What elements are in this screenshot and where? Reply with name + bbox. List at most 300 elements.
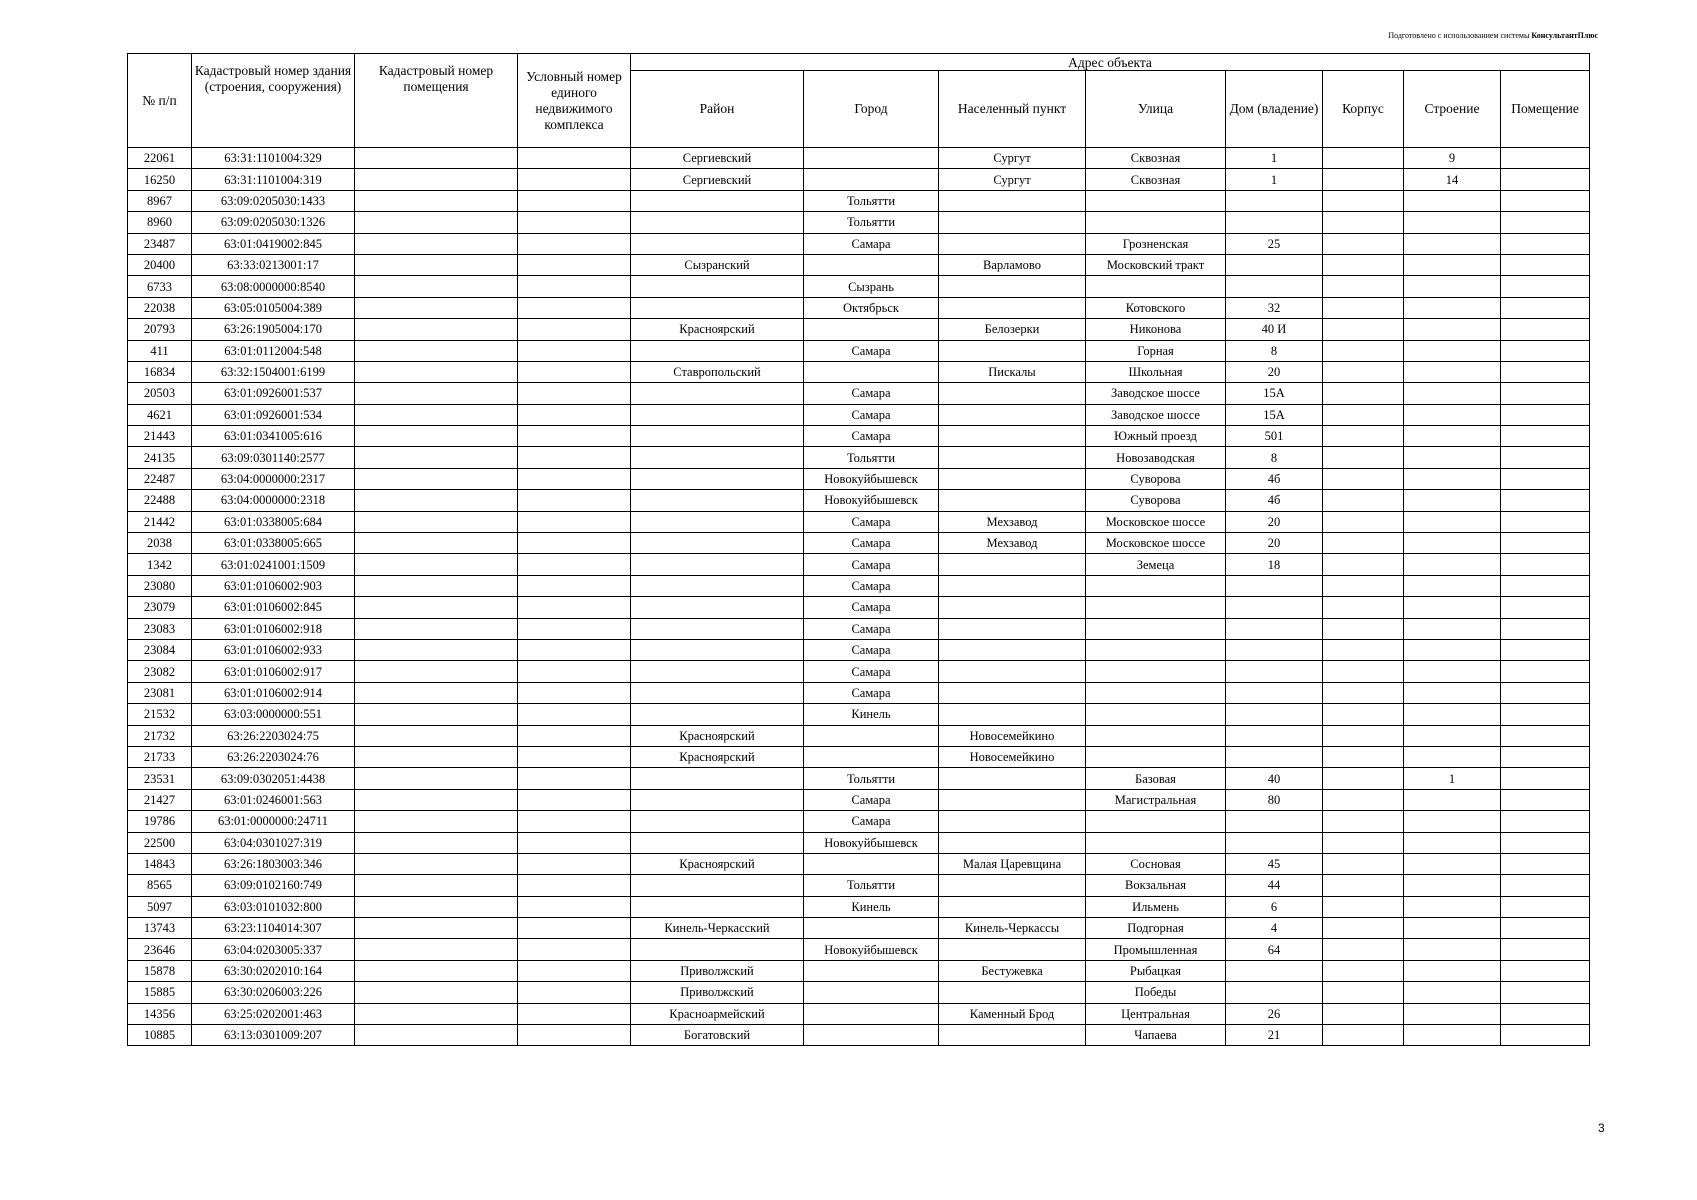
cell-district (631, 682, 804, 703)
cell-street: Чапаева (1086, 1025, 1226, 1046)
cell-premises-cadastral (355, 1003, 518, 1024)
cell-number: 8565 (128, 875, 192, 896)
cell-building-cadastral: 63:26:2203024:75 (192, 725, 355, 746)
cell-structure (1404, 319, 1501, 340)
cell-room (1501, 960, 1590, 981)
cell-complex-number (518, 704, 631, 725)
cell-block (1323, 554, 1404, 575)
cell-street: Никонова (1086, 319, 1226, 340)
table-row (128, 276, 1590, 297)
cell-district (631, 490, 804, 511)
cell-building-cadastral: 63:04:0000000:2317 (192, 468, 355, 489)
cell-building-cadastral: 63:04:0000000:2318 (192, 490, 355, 511)
cell-district: Богатовский (631, 1025, 804, 1046)
cell-block (1323, 811, 1404, 832)
cell-number: 6733 (128, 276, 192, 297)
cell-number: 23081 (128, 682, 192, 703)
cell-block (1323, 725, 1404, 746)
cell-structure (1404, 811, 1501, 832)
table-row (128, 169, 1590, 190)
cell-settlement (939, 939, 1086, 960)
cell-room (1501, 426, 1590, 447)
table-row (128, 404, 1590, 425)
cell-block (1323, 361, 1404, 382)
cell-complex-number (518, 297, 631, 318)
table-row (128, 297, 1590, 318)
cell-building-cadastral: 63:03:0101032:800 (192, 896, 355, 917)
cell-street (1086, 597, 1226, 618)
cell-structure (1404, 190, 1501, 211)
cell-block (1323, 939, 1404, 960)
cell-room (1501, 832, 1590, 853)
cell-block (1323, 319, 1404, 340)
cell-premises-cadastral (355, 704, 518, 725)
cell-district: Сергиевский (631, 148, 804, 169)
cell-block (1323, 960, 1404, 981)
cell-structure (1404, 233, 1501, 254)
cell-building-cadastral: 63:30:0202010:164 (192, 960, 355, 981)
cell-city (804, 746, 939, 767)
cell-complex-number (518, 639, 631, 660)
cell-room (1501, 811, 1590, 832)
table-row (128, 233, 1590, 254)
cell-settlement (939, 618, 1086, 639)
cell-settlement (939, 575, 1086, 596)
cell-premises-cadastral (355, 490, 518, 511)
cell-city: Октябрьск (804, 297, 939, 318)
cell-building-cadastral: 63:01:0926001:537 (192, 383, 355, 404)
cell-house: 40 И (1226, 319, 1323, 340)
cell-complex-number (518, 682, 631, 703)
cell-premises-cadastral (355, 1025, 518, 1046)
cell-block (1323, 597, 1404, 618)
cell-number: 23083 (128, 618, 192, 639)
cell-complex-number (518, 853, 631, 874)
cell-number: 21532 (128, 704, 192, 725)
cell-settlement (939, 447, 1086, 468)
cell-block (1323, 148, 1404, 169)
cell-structure (1404, 832, 1501, 853)
cell-building-cadastral: 63:05:0105004:389 (192, 297, 355, 318)
table-row (128, 896, 1590, 917)
col-header-room: Помещение (1501, 71, 1590, 148)
cell-street: Заводское шоссе (1086, 404, 1226, 425)
cell-district (631, 212, 804, 233)
table-row (128, 1003, 1590, 1024)
cell-premises-cadastral (355, 960, 518, 981)
cell-premises-cadastral (355, 533, 518, 554)
cell-complex-number (518, 597, 631, 618)
table-row (128, 575, 1590, 596)
cell-number: 5097 (128, 896, 192, 917)
cell-room (1501, 682, 1590, 703)
cell-settlement (939, 982, 1086, 1003)
cell-block (1323, 254, 1404, 275)
cell-house: 4б (1226, 468, 1323, 489)
cell-building-cadastral: 63:04:0203005:337 (192, 939, 355, 960)
cell-city (804, 169, 939, 190)
cell-complex-number (518, 960, 631, 981)
cell-city: Самара (804, 639, 939, 660)
cell-city (804, 725, 939, 746)
cell-settlement: Новосемейкино (939, 746, 1086, 767)
cell-structure (1404, 918, 1501, 939)
cell-block (1323, 468, 1404, 489)
cell-house: 4 (1226, 918, 1323, 939)
cell-house: 26 (1226, 1003, 1323, 1024)
col-header-house: Дом (владение) (1226, 71, 1323, 148)
cell-building-cadastral: 63:25:0202001:463 (192, 1003, 355, 1024)
cell-settlement: Пискалы (939, 361, 1086, 382)
cell-block (1323, 875, 1404, 896)
col-header-district: Район (631, 71, 804, 148)
cell-street: Центральная (1086, 1003, 1226, 1024)
cell-premises-cadastral (355, 811, 518, 832)
cell-block (1323, 426, 1404, 447)
cell-street (1086, 190, 1226, 211)
cell-district (631, 511, 804, 532)
cell-street: Промышленная (1086, 939, 1226, 960)
cell-district: Сызранский (631, 254, 804, 275)
cell-city (804, 361, 939, 382)
cell-settlement (939, 811, 1086, 832)
table-row (128, 853, 1590, 874)
cell-block (1323, 533, 1404, 554)
cell-street: Школьная (1086, 361, 1226, 382)
cell-building-cadastral: 63:01:0106002:933 (192, 639, 355, 660)
cell-room (1501, 148, 1590, 169)
cell-complex-number (518, 319, 631, 340)
cell-building-cadastral: 63:30:0206003:226 (192, 982, 355, 1003)
cell-structure (1404, 254, 1501, 275)
cell-settlement: Бестужевка (939, 960, 1086, 981)
cell-house (1226, 618, 1323, 639)
table-row (128, 746, 1590, 767)
table-row (128, 811, 1590, 832)
cell-number: 16834 (128, 361, 192, 382)
cell-premises-cadastral (355, 169, 518, 190)
cell-complex-number (518, 725, 631, 746)
cell-block (1323, 639, 1404, 660)
cell-premises-cadastral (355, 212, 518, 233)
cell-complex-number (518, 340, 631, 361)
cell-room (1501, 939, 1590, 960)
cell-block (1323, 918, 1404, 939)
cell-district (631, 404, 804, 425)
cell-house: 20 (1226, 533, 1323, 554)
cell-complex-number (518, 148, 631, 169)
cell-district (631, 276, 804, 297)
cell-premises-cadastral (355, 768, 518, 789)
cell-street (1086, 212, 1226, 233)
cell-building-cadastral: 63:09:0102160:749 (192, 875, 355, 896)
cell-city: Самара (804, 533, 939, 554)
cell-city: Самара (804, 811, 939, 832)
cell-building-cadastral: 63:23:1104014:307 (192, 918, 355, 939)
cell-number: 20503 (128, 383, 192, 404)
cell-premises-cadastral (355, 340, 518, 361)
cell-complex-number (518, 533, 631, 554)
cell-structure (1404, 682, 1501, 703)
cell-street: Новозаводская (1086, 447, 1226, 468)
cell-premises-cadastral (355, 426, 518, 447)
cell-premises-cadastral (355, 383, 518, 404)
cell-district (631, 575, 804, 596)
cell-block (1323, 511, 1404, 532)
cell-house: 18 (1226, 554, 1323, 575)
cell-district (631, 789, 804, 810)
col-header-settlement: Населенный пункт (939, 71, 1086, 148)
cell-structure (1404, 896, 1501, 917)
cell-block (1323, 746, 1404, 767)
cell-city (804, 1003, 939, 1024)
cell-premises-cadastral (355, 725, 518, 746)
cell-complex-number (518, 768, 631, 789)
cell-structure (1404, 212, 1501, 233)
cell-number: 8960 (128, 212, 192, 233)
cell-house: 21 (1226, 1025, 1323, 1046)
cell-building-cadastral: 63:09:0205030:1326 (192, 212, 355, 233)
table-row (128, 682, 1590, 703)
cell-number: 22488 (128, 490, 192, 511)
cell-room (1501, 511, 1590, 532)
cell-room (1501, 725, 1590, 746)
cell-room (1501, 918, 1590, 939)
cell-complex-number (518, 896, 631, 917)
cell-room (1501, 768, 1590, 789)
cell-premises-cadastral (355, 661, 518, 682)
cell-house (1226, 639, 1323, 660)
cell-premises-cadastral (355, 875, 518, 896)
cell-city (804, 982, 939, 1003)
cell-block (1323, 618, 1404, 639)
cell-number: 13743 (128, 918, 192, 939)
cell-settlement (939, 554, 1086, 575)
cell-building-cadastral: 63:01:0241001:1509 (192, 554, 355, 575)
cell-complex-number (518, 383, 631, 404)
cell-city: Самара (804, 340, 939, 361)
cell-structure (1404, 1003, 1501, 1024)
cell-premises-cadastral (355, 575, 518, 596)
cell-house (1226, 212, 1323, 233)
table-row (128, 511, 1590, 532)
cell-premises-cadastral (355, 918, 518, 939)
cell-number: 23084 (128, 639, 192, 660)
cell-house: 32 (1226, 297, 1323, 318)
cell-district (631, 340, 804, 361)
cell-complex-number (518, 982, 631, 1003)
cell-street: Победы (1086, 982, 1226, 1003)
cell-city: Самара (804, 404, 939, 425)
cell-room (1501, 1003, 1590, 1024)
table-row (128, 190, 1590, 211)
cell-block (1323, 768, 1404, 789)
cell-block (1323, 661, 1404, 682)
cell-complex-number (518, 661, 631, 682)
cell-structure (1404, 383, 1501, 404)
table-row (128, 661, 1590, 682)
cell-city: Самара (804, 554, 939, 575)
cell-city: Самара (804, 383, 939, 404)
cell-district (631, 533, 804, 554)
cell-street: Московское шоссе (1086, 533, 1226, 554)
cell-district: Приволжский (631, 982, 804, 1003)
cell-building-cadastral: 63:26:1905004:170 (192, 319, 355, 340)
table-row (128, 618, 1590, 639)
cell-building-cadastral: 63:01:0106002:903 (192, 575, 355, 596)
col-header-premises-cadastral: Кадастровый номер помещения (355, 54, 518, 148)
cell-street: Сосновая (1086, 853, 1226, 874)
cell-street: Ильмень (1086, 896, 1226, 917)
cell-structure (1404, 511, 1501, 532)
col-header-block: Корпус (1323, 71, 1404, 148)
cell-block (1323, 383, 1404, 404)
cell-building-cadastral: 63:26:2203024:76 (192, 746, 355, 767)
cell-room (1501, 212, 1590, 233)
cell-settlement (939, 404, 1086, 425)
cell-city: Самара (804, 661, 939, 682)
table-row (128, 939, 1590, 960)
cell-city: Тольятти (804, 212, 939, 233)
cell-structure (1404, 426, 1501, 447)
cell-district (631, 554, 804, 575)
cell-settlement (939, 212, 1086, 233)
cell-house (1226, 597, 1323, 618)
cell-premises-cadastral (355, 276, 518, 297)
cell-structure (1404, 447, 1501, 468)
cell-complex-number (518, 618, 631, 639)
cell-premises-cadastral (355, 618, 518, 639)
cell-complex-number (518, 789, 631, 810)
cell-block (1323, 276, 1404, 297)
cell-number: 21427 (128, 789, 192, 810)
cell-settlement (939, 832, 1086, 853)
cell-number: 24135 (128, 447, 192, 468)
header-row-top (128, 54, 1590, 71)
cell-block (1323, 297, 1404, 318)
cell-premises-cadastral (355, 554, 518, 575)
cell-house (1226, 982, 1323, 1003)
cell-room (1501, 404, 1590, 425)
cell-building-cadastral: 63:33:0213001:17 (192, 254, 355, 275)
cell-settlement: Сургут (939, 148, 1086, 169)
cell-room (1501, 340, 1590, 361)
cell-settlement (939, 190, 1086, 211)
cell-premises-cadastral (355, 297, 518, 318)
cell-street (1086, 746, 1226, 767)
cell-complex-number (518, 575, 631, 596)
cell-structure (1404, 575, 1501, 596)
cell-number: 2038 (128, 533, 192, 554)
table-row (128, 875, 1590, 896)
cell-block (1323, 896, 1404, 917)
cell-structure (1404, 361, 1501, 382)
cell-city: Новокуйбышевск (804, 490, 939, 511)
table-row (128, 789, 1590, 810)
cell-premises-cadastral (355, 190, 518, 211)
cell-street (1086, 811, 1226, 832)
cell-block (1323, 490, 1404, 511)
cell-number: 23487 (128, 233, 192, 254)
cell-district (631, 704, 804, 725)
cell-district (631, 618, 804, 639)
table-row (128, 597, 1590, 618)
cell-city (804, 853, 939, 874)
cell-settlement: Варламово (939, 254, 1086, 275)
cell-street (1086, 832, 1226, 853)
table-row (128, 361, 1590, 382)
cell-block (1323, 832, 1404, 853)
cell-street: Южный проезд (1086, 426, 1226, 447)
cell-street: Суворова (1086, 490, 1226, 511)
cell-house: 20 (1226, 511, 1323, 532)
cell-structure (1404, 468, 1501, 489)
cell-house: 80 (1226, 789, 1323, 810)
cell-structure (1404, 875, 1501, 896)
cell-building-cadastral: 63:01:0106002:918 (192, 618, 355, 639)
col-header-structure: Строение (1404, 71, 1501, 148)
cell-building-cadastral: 63:01:0106002:914 (192, 682, 355, 703)
cell-premises-cadastral (355, 746, 518, 767)
cell-house: 25 (1226, 233, 1323, 254)
col-header-street: Улица (1086, 71, 1226, 148)
cell-city (804, 254, 939, 275)
cell-number: 22038 (128, 297, 192, 318)
cell-house (1226, 725, 1323, 746)
cell-street: Рыбацкая (1086, 960, 1226, 981)
cell-structure (1404, 276, 1501, 297)
col-header-complex-number: Условный номер единого недвижимого комплекса (518, 54, 631, 148)
cell-house: 6 (1226, 896, 1323, 917)
cell-number: 14356 (128, 1003, 192, 1024)
cell-city: Тольятти (804, 768, 939, 789)
cell-settlement (939, 426, 1086, 447)
cell-district (631, 447, 804, 468)
cell-block (1323, 340, 1404, 361)
cell-structure (1404, 639, 1501, 660)
cell-block (1323, 1003, 1404, 1024)
cell-number: 19786 (128, 811, 192, 832)
cell-complex-number (518, 361, 631, 382)
cell-district (631, 661, 804, 682)
cell-structure (1404, 853, 1501, 874)
cell-premises-cadastral (355, 639, 518, 660)
cell-room (1501, 533, 1590, 554)
cell-district: Красноярский (631, 725, 804, 746)
table-row (128, 918, 1590, 939)
cell-street: Заводское шоссе (1086, 383, 1226, 404)
cell-street: Сквозная (1086, 148, 1226, 169)
cell-room (1501, 169, 1590, 190)
cell-premises-cadastral (355, 682, 518, 703)
cell-house: 45 (1226, 853, 1323, 874)
cell-room (1501, 361, 1590, 382)
cell-house (1226, 190, 1323, 211)
cell-city: Самара (804, 682, 939, 703)
cell-number: 411 (128, 340, 192, 361)
cell-block (1323, 789, 1404, 810)
cell-district (631, 875, 804, 896)
cell-district: Сергиевский (631, 169, 804, 190)
cell-structure (1404, 618, 1501, 639)
cell-number: 23080 (128, 575, 192, 596)
cell-house (1226, 746, 1323, 767)
cell-complex-number (518, 811, 631, 832)
cell-city (804, 148, 939, 169)
cell-settlement (939, 276, 1086, 297)
cell-building-cadastral: 63:01:0106002:845 (192, 597, 355, 618)
cell-room (1501, 276, 1590, 297)
